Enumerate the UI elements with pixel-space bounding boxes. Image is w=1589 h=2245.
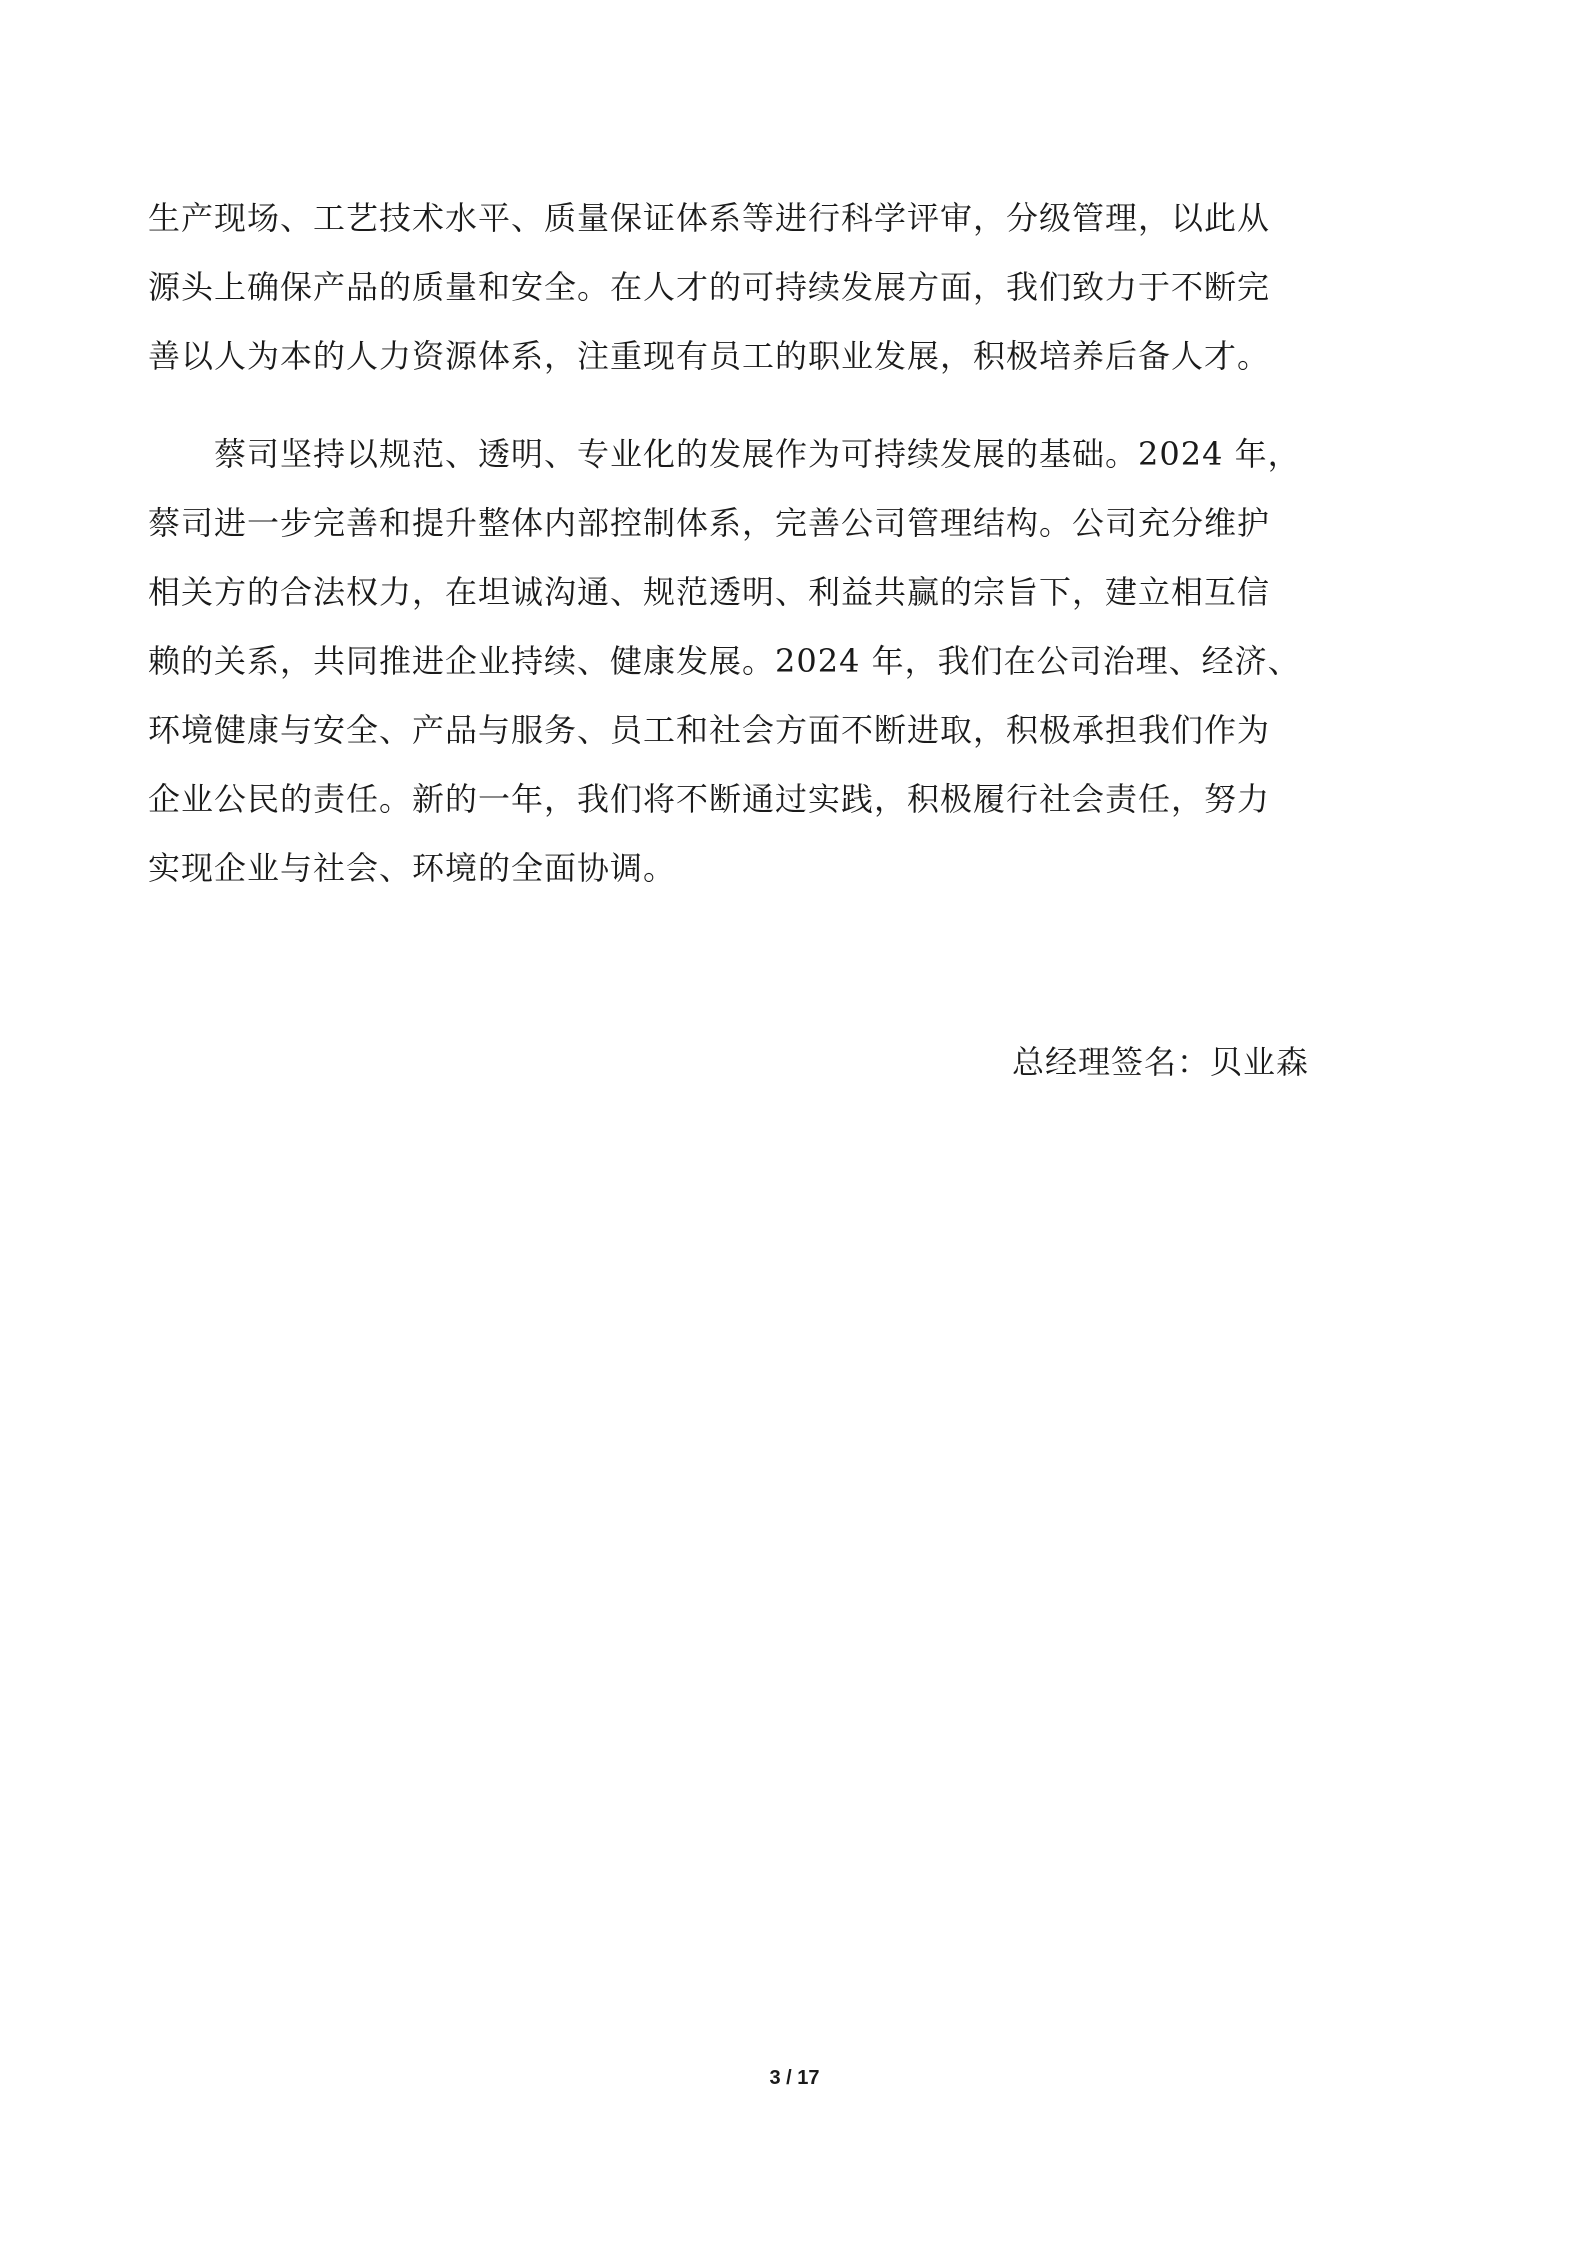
text-line: 相关方的合法权力，在坦诚沟通、规范透明、利益共赢的宗旨下，建立相互信	[148, 573, 1271, 611]
general-manager-signature: 总经理签名：贝业森	[1012, 1043, 1310, 1081]
paragraph-governance	[148, 420, 1441, 903]
paragraph-quality-talent	[148, 184, 1441, 391]
text-line: 环境健康与安全、产品与服务、员工和社会方面不断进取，积极承担我们作为	[148, 711, 1271, 749]
text-line: 生产现场、工艺技术水平、质量保证体系等进行科学评审，分级管理，以此从	[148, 199, 1271, 237]
text-line: 善以人为本的人力资源体系，注重现有员工的职业发展，积极培养后备人才。	[148, 337, 1271, 375]
text-line: 蔡司坚持以规范、透明、专业化的发展作为可持续发展的基础。2024 年，	[148, 435, 1301, 473]
text-line: 源头上确保产品的质量和安全。在人才的可持续发展方面，我们致力于不断完	[148, 268, 1271, 306]
text-line: 实现企业与社会、环境的全面协调。	[148, 849, 677, 887]
text-line: 赖的关系，共同推进企业持续、健康发展。2024 年，我们在公司治理、经济、	[148, 642, 1301, 680]
text-line: 企业公民的责任。新的一年，我们将不断通过实践，积极履行社会责任，努力	[148, 780, 1271, 818]
text-line: 蔡司进一步完善和提升整体内部控制体系，完善公司管理结构。公司充分维护	[148, 504, 1271, 542]
page-number: 3 / 17	[769, 2067, 820, 2089]
